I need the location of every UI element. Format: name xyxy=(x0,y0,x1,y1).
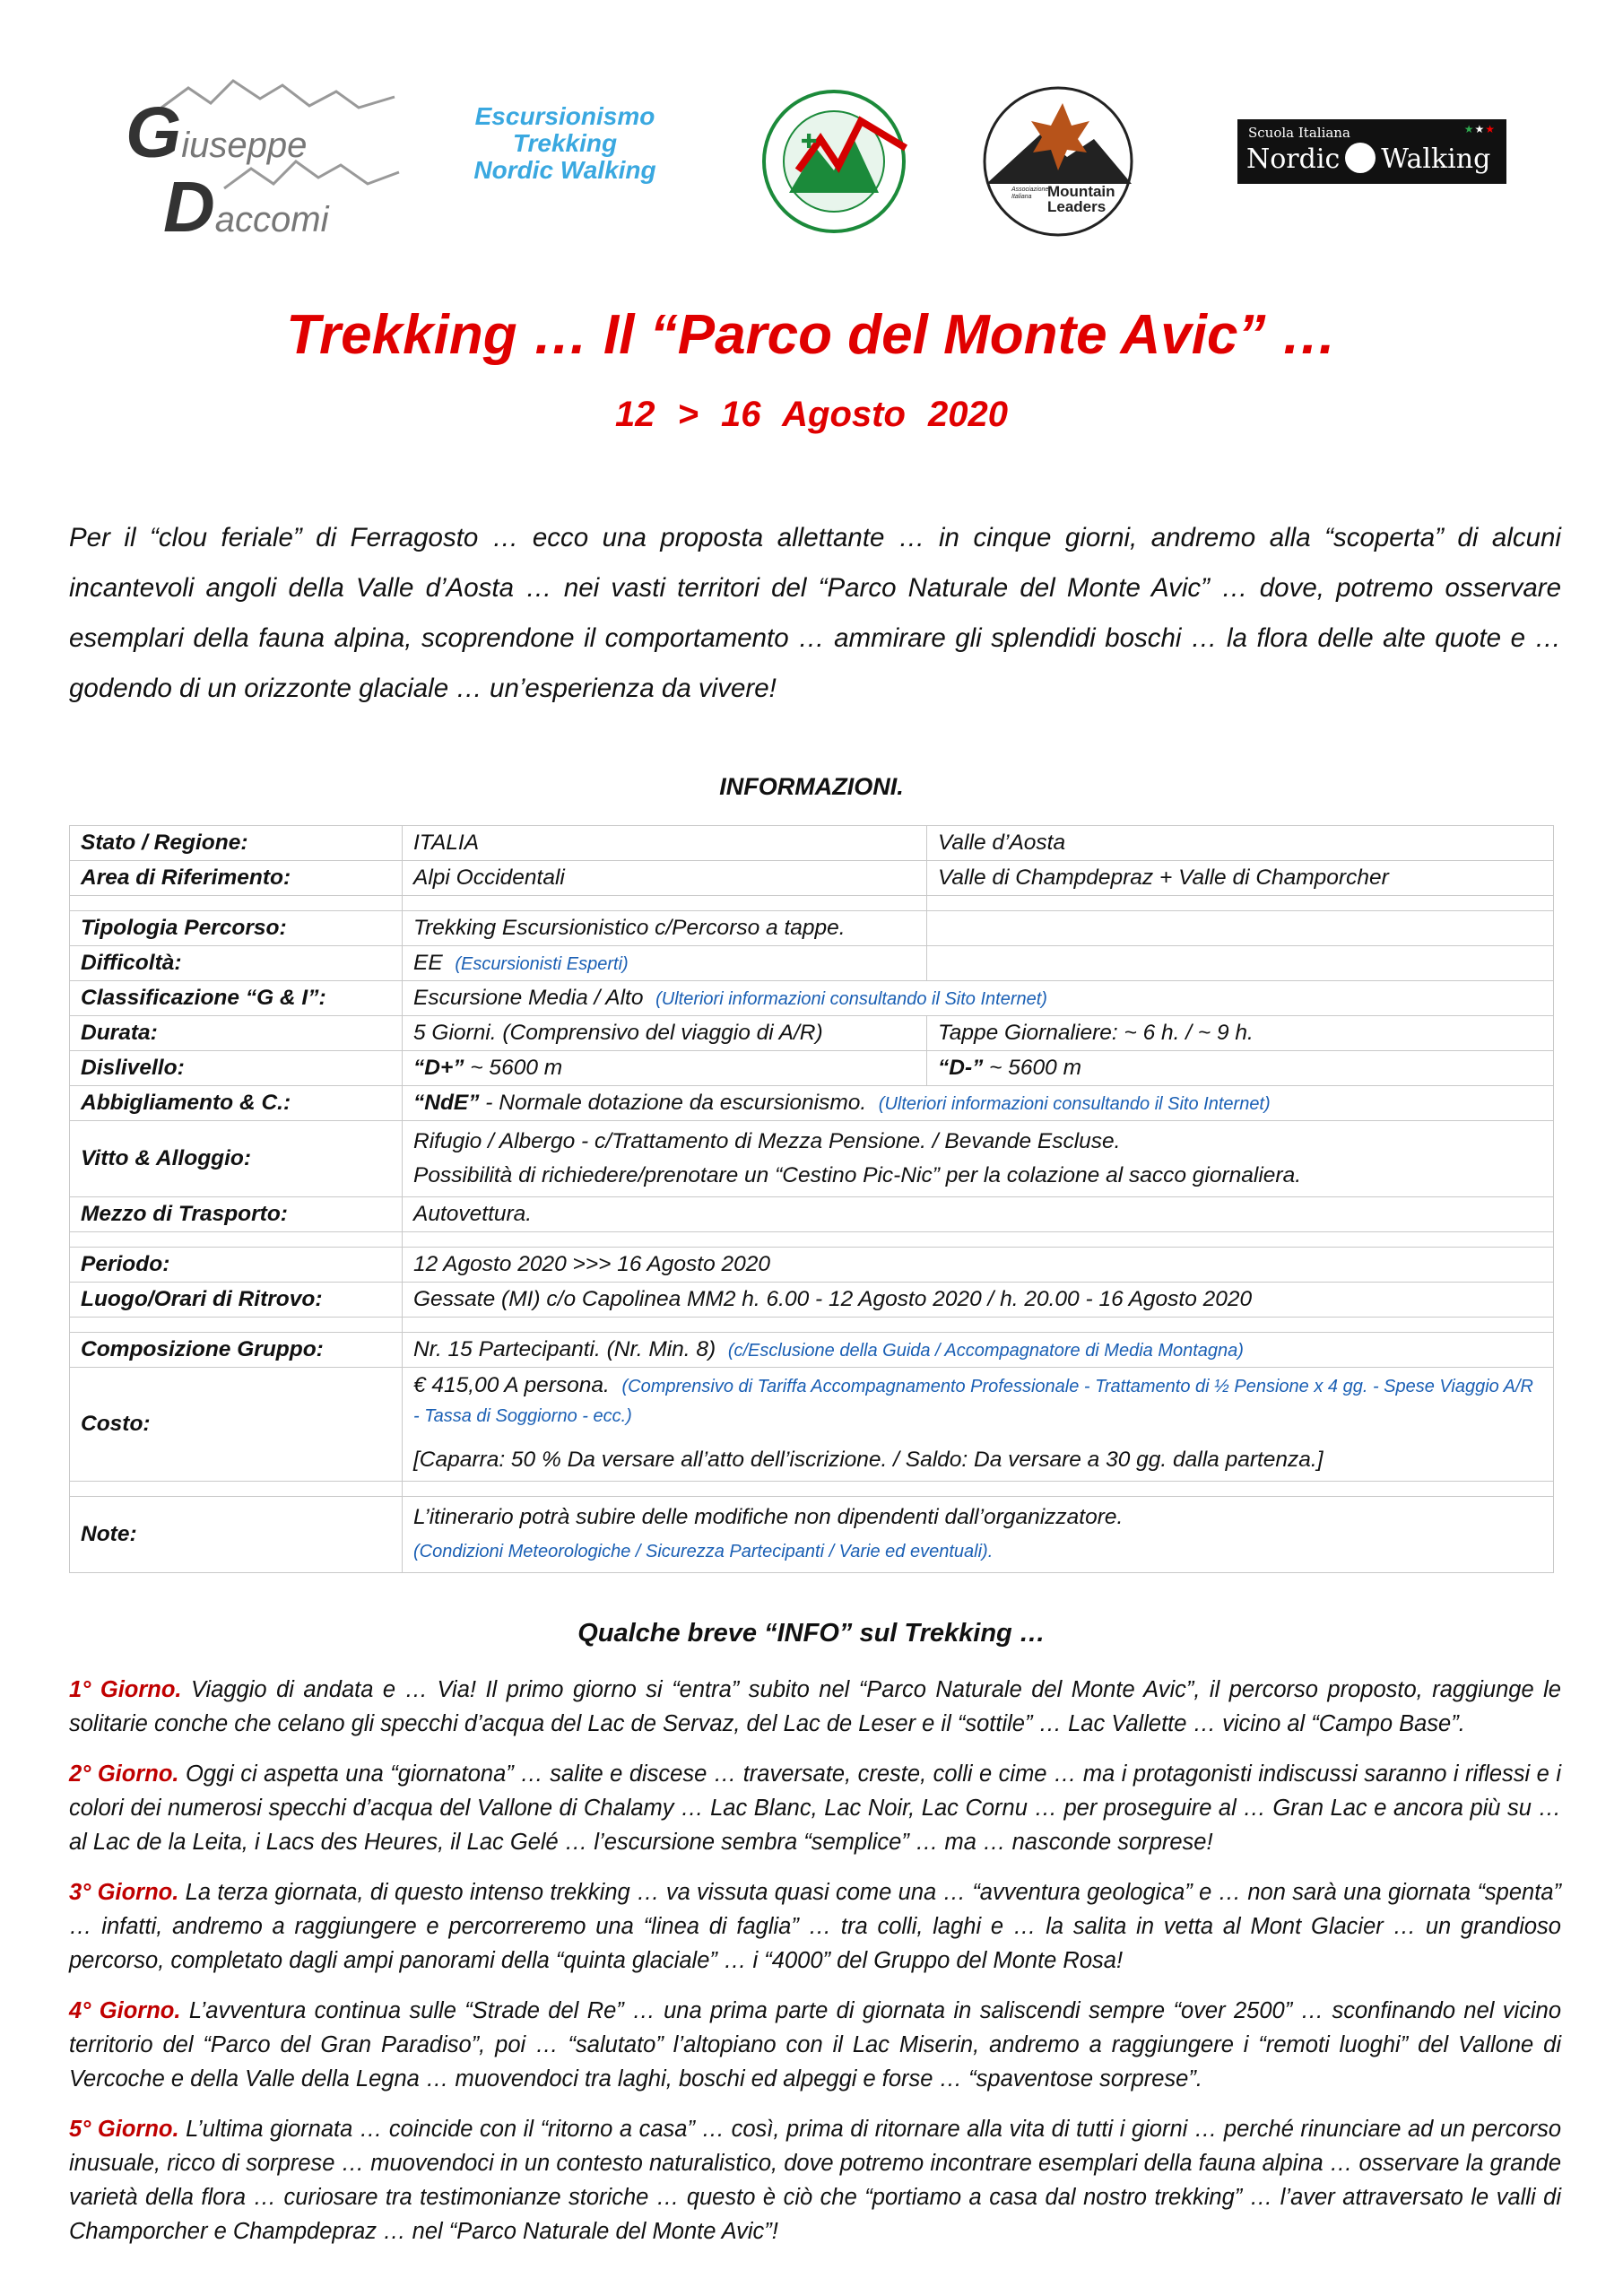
info-value: L’itinerario potrà subire delle modifiche non dipendenti dall’organizzatore. (Condizioni Meteorologiche / Sicurezza Partecipanti / Varie ed eventuali). xyxy=(403,1497,1554,1573)
info-note: (Condizioni Meteorologiche / Sicurezza Partecipanti / Varie ed eventuali). xyxy=(413,1542,994,1561)
list-item xyxy=(69,1673,1561,1741)
collegio-guide-alpine-logo xyxy=(749,85,928,238)
info-note: (c/Esclusione della Guida / Accompagnatore di Media Montagna) xyxy=(727,1341,1244,1361)
table-spacer-row xyxy=(70,896,1554,911)
day-label: 3° Giorno. xyxy=(69,1880,179,1905)
info-label: Composizione Gruppo: xyxy=(70,1333,403,1368)
info-value: “NdE” - Normale dotazione da escursionismo. (Ulteriori informazioni consultando il Sito Internet) xyxy=(403,1086,1554,1121)
table-row xyxy=(70,1368,1554,1482)
info-value: Nr. 15 Partecipanti. (Nr. Min. 8) (c/Esclusione della Guida / Accompagnatore di Media Montagna) xyxy=(403,1333,1554,1368)
list-item xyxy=(69,1757,1561,1859)
logo-esc-line: Trekking xyxy=(512,129,618,157)
day-text: Viaggio di andata e … Via! Il primo giorno si “entra” subito nel “Parco Naturale del Monte Avic”, il percorso proposto, raggiunge le solitarie conche che celano gli specchi d’acqua del Lac de Servaz, del Lac de Leser e il “sottile” … Lac Vallette … vicino al “Campo Base”. xyxy=(69,1677,1561,1736)
logo-esc-line: Nordic Walking xyxy=(473,156,656,184)
ml-assoc-text: Associazione Italiana xyxy=(1011,187,1049,200)
info-value: Gessate (MI) c/o Capolinea MM2 h. 6.00 - 12 Agosto 2020 / h. 20.00 - 16 Agosto 2020 xyxy=(403,1283,1554,1318)
table-spacer-row xyxy=(70,1482,1554,1497)
table-row xyxy=(70,1248,1554,1283)
collegio-seal-icon xyxy=(749,85,928,238)
giuseppe-daccomi-logo xyxy=(126,72,412,251)
info-value: € 415,00 A persona. (Comprensivo di Tariffa Accompagnamento Professionale - Trattamento di ½ Pensione x 4 gg. - Spese Viaggio A/R - Tassa di Soggiorno - ecc.) [Caparra: 50 % Da versare all’atto dell’iscrizione. / Saldo: Da versare a 30 gg. dalla partenza.] xyxy=(403,1368,1554,1482)
table-row xyxy=(70,1121,1554,1197)
info-value: Autovettura. xyxy=(403,1197,1554,1232)
intro-paragraph: Per il “clou feriale” di Ferragosto … ecco una proposta allettante … in cinque giorni, andremo alla “scoperta” di alcuni incantevoli angoli della Valle d’Aosta … nei vasti territori del “Parco Naturale del Monte Avic” … dove, potremo osservare esemplari della fauna alpina, scoprendone il comportamento … ammirare gli splendidi boschi … la flora delle alte quote e … godendo di un orizzonte glaciale … un’esperienza da vivere! xyxy=(69,523,1561,703)
day-text: L’avventura continua sulle “Strade del Re” … una prima parte di giornata in saliscendi sempre “over 2500” … sconfinando nel vicino territorio del “Parco del Gran Paradiso”, poi … “salutato” l’altopiano con il Lac Miserin, andremo a raggiungere i “remoti luoghi” del Vallone di Vercoche e della Valle della Legna … muovendoci tra laghi, boschi ed alpeggi e forse … “spaventose sorprese”. xyxy=(69,1998,1562,2092)
table-row xyxy=(70,826,1554,861)
info-value: 12 Agosto 2020 >>> 16 Agosto 2020 xyxy=(403,1248,1554,1283)
info-label: Costo: xyxy=(70,1368,403,1482)
ml-name-line: Leaders xyxy=(1047,198,1107,215)
table-row xyxy=(70,1016,1554,1051)
table-row xyxy=(70,981,1554,1016)
table-row xyxy=(70,1333,1554,1368)
day-label: 4° Giorno. xyxy=(69,1998,181,2023)
table-row xyxy=(70,861,1554,896)
info-value: Alpi Occidentali xyxy=(403,861,927,896)
table-row xyxy=(70,1086,1554,1121)
info-note: (Escursionisti Esperti) xyxy=(455,954,629,974)
info-value: 5 Giorni. (Comprensivo del viaggio di A/R) xyxy=(403,1016,927,1051)
info-label: Durata: xyxy=(70,1016,403,1051)
ml-name-line: Mountain xyxy=(1047,183,1115,200)
logo-name-first: Giuseppe xyxy=(126,92,308,172)
table-spacer-row xyxy=(70,1232,1554,1248)
info-label: Mezzo di Trasporto: xyxy=(70,1197,403,1232)
walker-icon xyxy=(1345,143,1376,173)
info-label: Tipologia Percorso: xyxy=(70,911,403,946)
info-label: Note: xyxy=(70,1497,403,1573)
table-row xyxy=(70,911,1554,946)
info-label: Periodo: xyxy=(70,1248,403,1283)
day-text: Oggi ci aspetta una “giornatona” … salite e discese … traversate, creste, colli e cime … ma i protagonisti indiscussi saranno i riflessi e i colori dei numerosi specchi d’acqua del Vallone di Chalamy … Lac Blanc, Lac Noir, Lac Cornu … per proseguire al … Gran Lac e ancora più su … al Lac de la Leita, i Lacs des Heures, il Lac Gelé … l’escursione sembra “semplice” … ma … nasconde sorprese! xyxy=(69,1761,1561,1855)
info-value: Valle d’Aosta xyxy=(927,826,1554,861)
table-row xyxy=(70,1051,1554,1086)
days-heading: Qualche breve “INFO” sul Trekking … xyxy=(577,1619,1046,1648)
logo-esc-line: Escursionismo xyxy=(474,102,655,130)
info-label: Luogo/Orari di Ritrovo: xyxy=(70,1283,403,1318)
mountain-leaders-logo xyxy=(977,85,1139,238)
day-text: La terza giornata, di questo intenso trekking … va vissuta quasi come una … “avventura geologica” e … non sarà una giornata “spenta” … infatti, andremo a raggiungere e percorreremo una “linea di faglia” … tra colli, laghi e … la salita in vetta al Mont Glacier … un grandioso percorso, completato dagli ampi panorami della “quinta glaciale” … i “4000” del Gruppo del Monte Rosa! xyxy=(69,1880,1561,1973)
info-note: (Ulteriori informazioni consultando il Sito Internet) xyxy=(655,989,1047,1009)
table-row xyxy=(70,1497,1554,1573)
info-label: Vitto & Alloggio: xyxy=(70,1121,403,1197)
page-title: Trekking … Il “Parco del Monte Avic” … xyxy=(286,304,1337,366)
ml-name xyxy=(1047,184,1115,214)
info-value: Trekking Escursionistico c/Percorso a tappe. xyxy=(403,911,927,946)
list-item xyxy=(69,1875,1561,1978)
table-spacer-row xyxy=(70,1318,1554,1333)
info-empty-cell xyxy=(927,911,1554,946)
info-heading: INFORMAZIONI. xyxy=(719,773,904,800)
table-row xyxy=(70,1197,1554,1232)
info-value: Rifugio / Albergo - c/Trattamento di Mezza Pensione. / Bevande Escluse. Possibilità di richiedere/prenotare un “Cestino Pic-Nic” per la colazione al sacco giornaliera. xyxy=(403,1121,1554,1197)
nordic-walking-logo xyxy=(1237,119,1506,184)
nw-stars: ★★★ xyxy=(1463,123,1496,135)
info-empty-cell xyxy=(927,946,1554,981)
days-list xyxy=(69,1673,1561,2265)
info-label: Classificazione “G & I”: xyxy=(70,981,403,1016)
table-row xyxy=(70,946,1554,981)
info-note: (Comprensivo di Tariffa Accompagnamento Professionale - Trattamento di ½ Pensione x 4 gg. - Spese Viaggio A/R - Tassa di Soggiorno - ecc.) xyxy=(413,1377,1533,1426)
escursionismo-logo xyxy=(439,103,690,184)
info-value: Escursione Media / Alto (Ulteriori informazioni consultando il Sito Internet) xyxy=(403,981,1554,1016)
info-value: “D-” ~ 5600 m xyxy=(927,1051,1554,1086)
info-label: Abbigliamento & C.: xyxy=(70,1086,403,1121)
day-label: 1° Giorno. xyxy=(69,1677,182,1702)
logo-name-last: Daccomi xyxy=(163,167,329,247)
info-label: Dislivello: xyxy=(70,1051,403,1086)
info-value: ITALIA xyxy=(403,826,927,861)
list-item xyxy=(69,1994,1561,2096)
svg-text:✚: ✚ xyxy=(801,131,818,153)
info-label: Stato / Regione: xyxy=(70,826,403,861)
day-text: L’ultima giornata … coincide con il “ritorno a casa” … così, prima di ritornare alla vita di tutti i giorni … perché rinunciare ad un percorso inusuale, ricco di sorprese … muovendoci in un contesto naturalistico, dove potremo incontrare esemplari della fauna alpina … osservare la grande varietà della flora … curiosare tra testimonianze storiche … questo è ciò che “portiamo a casa dal nostro trekking” … l’aver attraversato le valli di Champorcher e Champdepraz … nel “Parco Naturale del Monte Avic”! xyxy=(69,2117,1561,2244)
nw-top-text: Scuola Italiana xyxy=(1248,125,1350,141)
table-row xyxy=(70,1283,1554,1318)
day-label: 5° Giorno. xyxy=(69,2117,179,2142)
info-value: Tappe Giornaliere: ~ 6 h. / ~ 9 h. xyxy=(927,1016,1554,1051)
info-value: EE (Escursionisti Esperti) xyxy=(403,946,927,981)
page-subtitle-dates: 12 > 16 Agosto 2020 xyxy=(614,395,1009,434)
nw-main-text: Nordic Walking xyxy=(1246,144,1491,175)
info-table xyxy=(69,825,1554,1573)
info-value: “D+” ~ 5600 m xyxy=(403,1051,927,1086)
day-label: 2° Giorno. xyxy=(69,1761,179,1787)
info-label: Area di Riferimento: xyxy=(70,861,403,896)
info-value: Valle di Champdepraz + Valle di Champorcher xyxy=(927,861,1554,896)
header-logos xyxy=(0,0,1623,269)
info-note: (Ulteriori informazioni consultando il Sito Internet) xyxy=(878,1094,1271,1114)
list-item xyxy=(69,2112,1561,2248)
info-label: Difficoltà: xyxy=(70,946,403,981)
